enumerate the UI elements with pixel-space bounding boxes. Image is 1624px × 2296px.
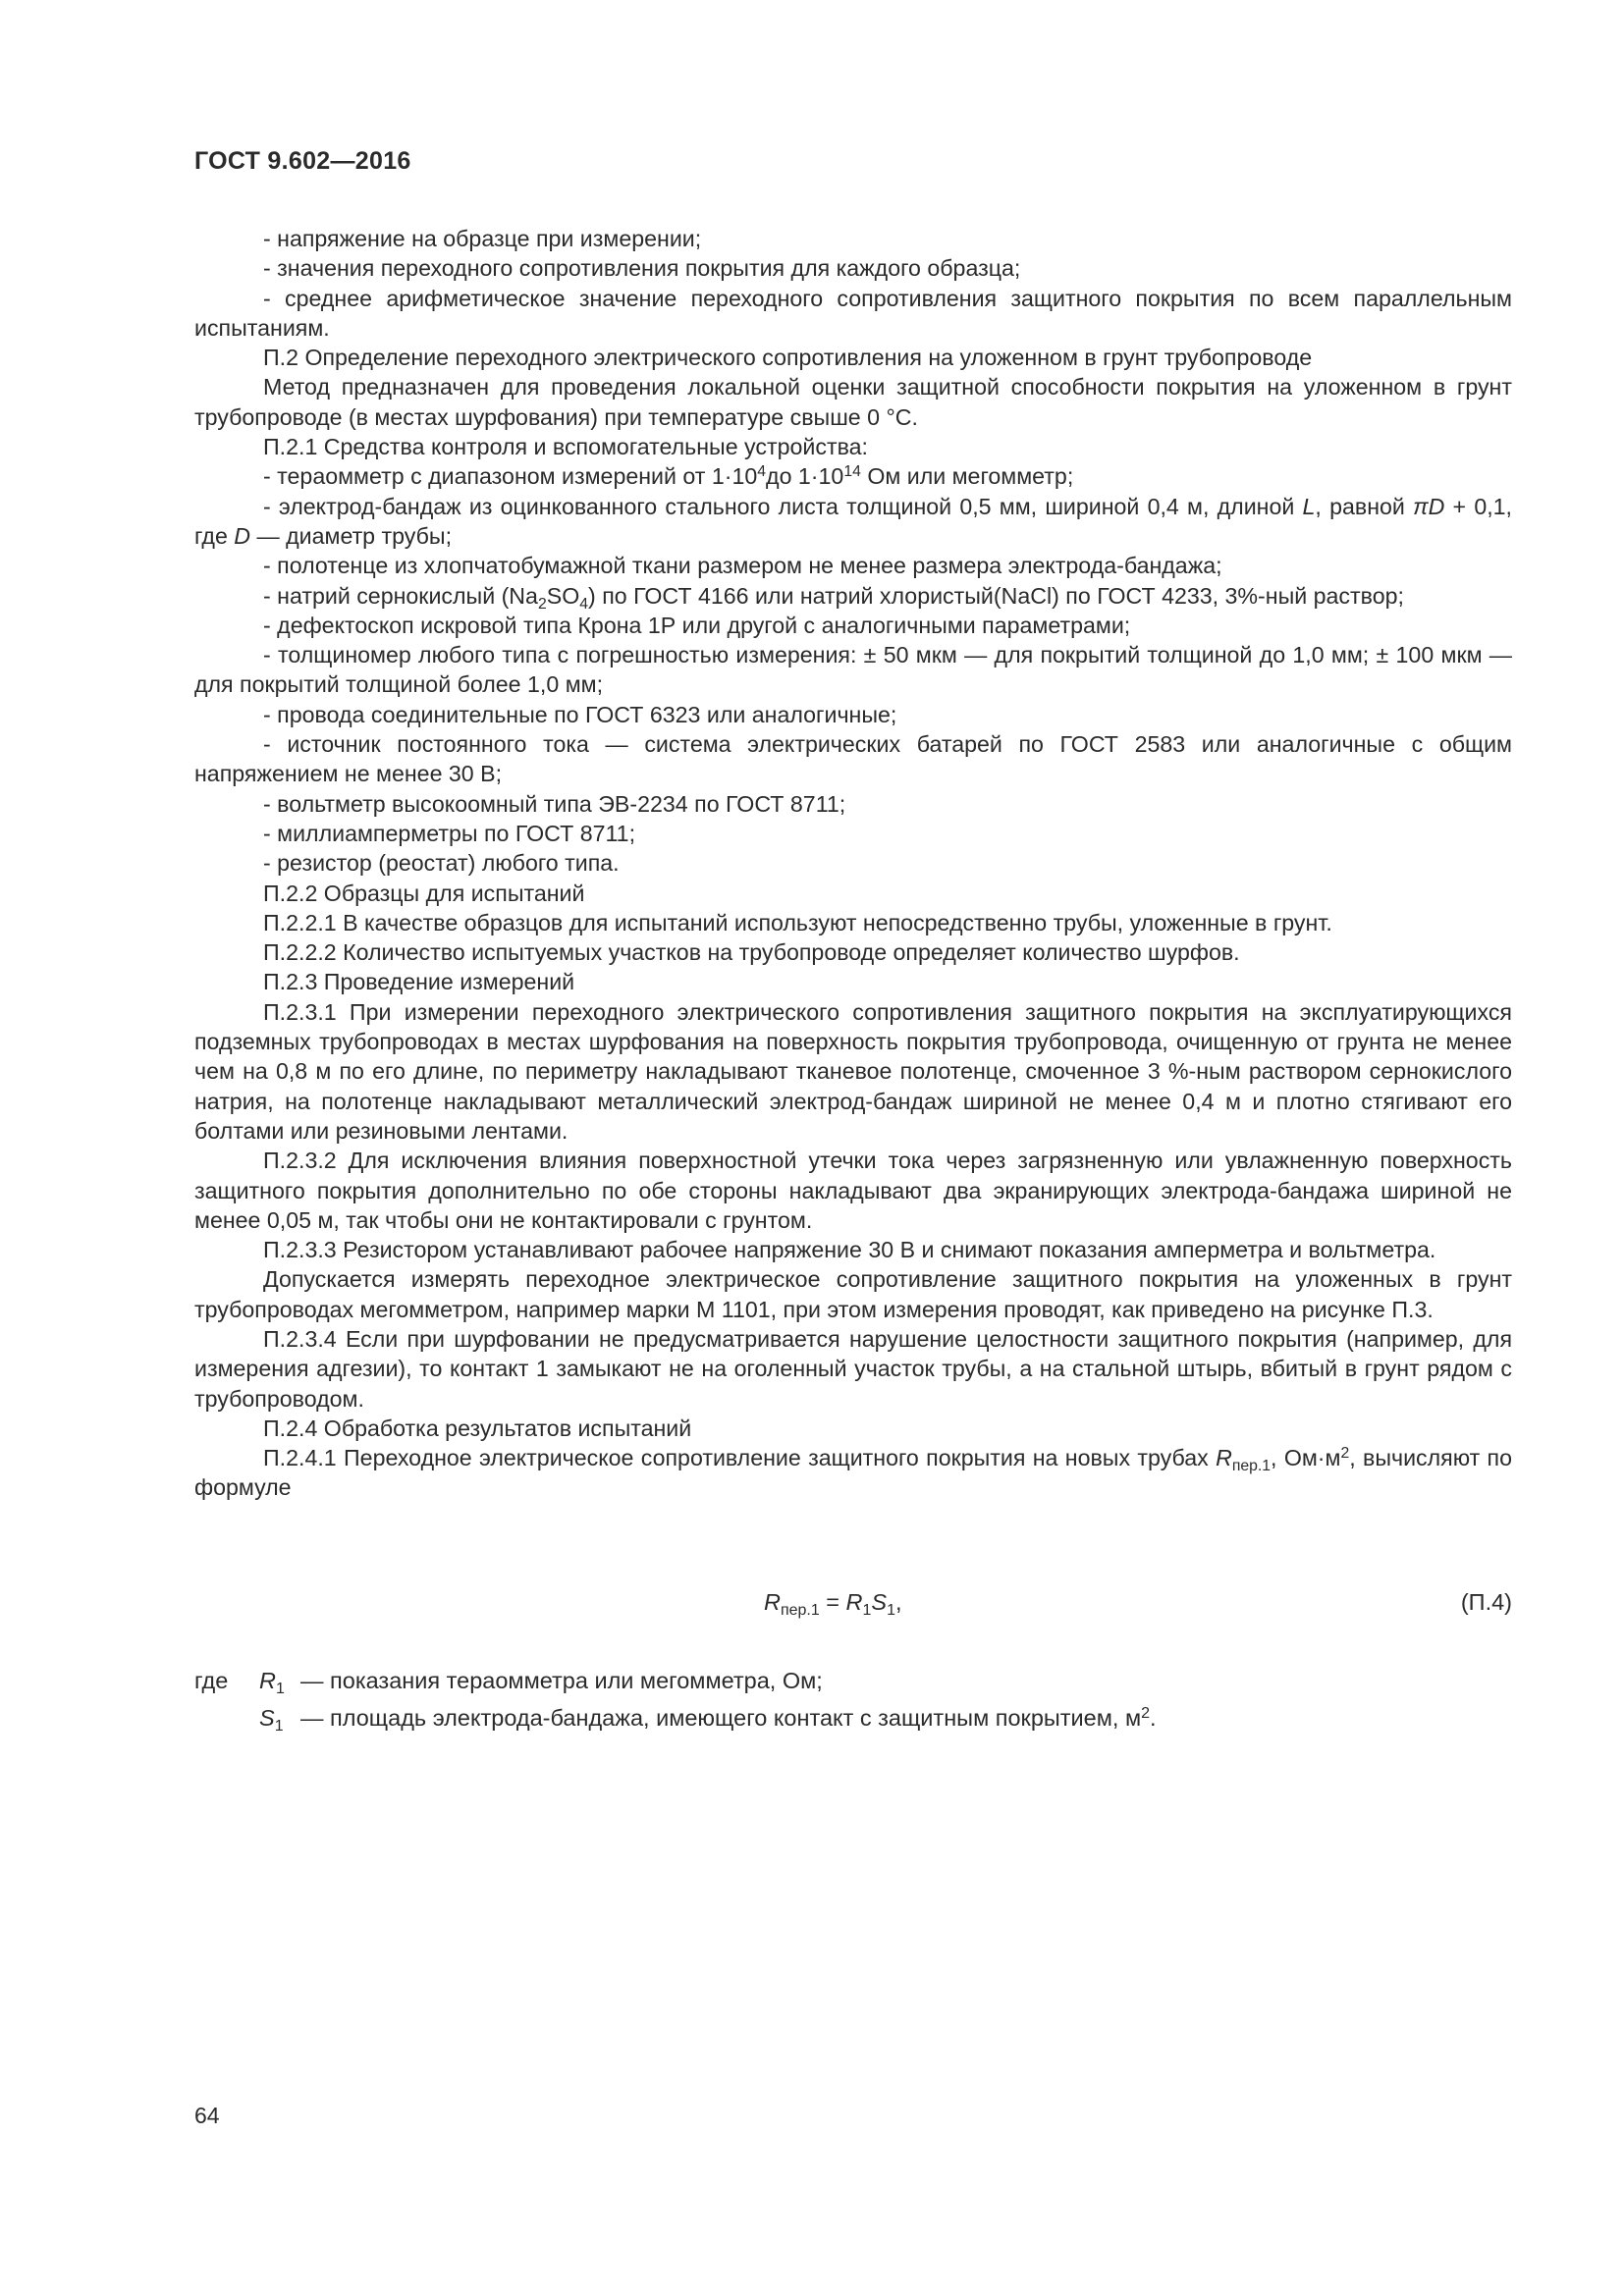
legend-symbol: $S_1$	[259, 1705, 284, 1735]
legend-label: где	[194, 1668, 229, 1693]
list-item: - дефектоскоп искровой типа Крона 1Р или другой с аналогичными параметрами;	[263, 612, 1131, 638]
legend-symbol: $R_1$	[259, 1668, 285, 1698]
list-item: - значения переходного сопротивления покрытия для каждого образца;	[263, 255, 1021, 282]
paragraph: П.2.3.2 Для исключения влияния поверхностной утечки тока через загрязненную или увлажненную поверхность защитного покрытия дополнительно по обе стороны накладывают два экранирующих электрода-бандажа шириной не менее 0,05 м, так чтобы они не контактировали с грунтом.	[194, 1148, 1512, 1233]
formula-number: (П.4)	[1460, 1589, 1512, 1615]
list-item: - электрод-бандаж из оцинкованного стального листа толщиной 0,5 мм, шириной 0,4 м, длиной L, равной πD + 0,1, где D — диаметр трубы;	[194, 493, 1512, 549]
list-item: - источник постоянного тока — система электрических батарей по ГОСТ 2583 или аналогичные с общим напряжением не менее 30 В;	[194, 731, 1512, 787]
section-heading: П.2.2 Образцы для испытаний	[263, 880, 585, 906]
list-item: - полотенце из хлопчатобумажной ткани размером не менее размера электрода-бандажа;	[263, 553, 1222, 579]
list-item: - провода соединительные по ГОСТ 6323 или аналогичные;	[263, 701, 897, 727]
paragraph: П.2.3.4 Если при шурфовании не предусматривается нарушение целостности защитного покрытия (например, для измерения адгезии), то контакт 1 замыкают не на оголенный участок трубы, а на стальной штырь, вбитый в грунт рядом с трубопроводом.	[194, 1325, 1512, 1412]
document-header: ГОСТ 9.602—2016	[194, 147, 411, 175]
section-heading: П.2 Определение переходного электрического сопротивления на уложенном в грунт трубопроводе	[263, 345, 1313, 371]
formula: $R_{пер.1} = R_1S_1$,	[764, 1589, 902, 1620]
section-heading: П.2.1 Средства контроля и вспомогательные устройства:	[263, 434, 868, 460]
list-item: - толщиномер любого типа с погрешностью измерения: ± 50 мкм — для покрытий толщиной до 1,0 мм; ± 100 мкм — для покрытий толщиной более 1,0 мм;	[194, 642, 1512, 698]
paragraph: Допускается измерять переходное электрическое сопротивление защитного покрытия на уложенных в грунт трубопроводах мегомметром, например марки М 1101, при этом измерения проводят, как приведено на рисунке П.3.	[194, 1266, 1512, 1322]
paragraph: П.2.2.2 Количество испытуемых участков на трубопроводе определяет количество шурфов.	[263, 939, 1240, 966]
paragraph: П.2.3.1 При измерении переходного электрического сопротивления защитного покрытия на эксплуатирующихся подземных трубопроводах в местах шурфования на поверхность покрытия трубопровода, очищенную от грунта не менее чем на 0,8 м по его длине, по периметру накладывают тканевое полотенце, смоченное 3 %-ным раствором сернокислого натрия, на полотенце накладывают металлический электрод-бандаж шириной не менее 0,4 м и плотно стягивают его болтами или резиновыми лентами.	[194, 998, 1512, 1144]
list-item: - тераомметр с диапазоном измерений от $1\cdot 10^4до$ $1\cdot 10^{14}$ Ом или мегомметр;	[263, 463, 1074, 490]
document-body	[194, 224, 1512, 1503]
section-heading: П.2.4 Обработка результатов испытаний	[263, 1415, 692, 1441]
list-item: - вольтметр высокоомный типа ЭВ-2234 по ГОСТ 8711;	[263, 790, 846, 817]
legend-definition: — показания тераомметра или мегомметра, Ом;	[300, 1668, 823, 1693]
list-item: - среднее арифметическое значение переходного сопротивления защитного покрытия по всем параллельным испытаниям.	[194, 285, 1512, 341]
list-item: - миллиамперметры по ГОСТ 8711;	[263, 820, 636, 846]
list-item: - натрий сернокислый $(Na_2SO_4)$ по ГОСТ 4166 или натрий хлористый(NaCl) по ГОСТ 4233, 3%-ный раствор;	[263, 582, 1404, 613]
paragraph: Метод предназначен для проведения локальной оценки защитной способности покрытия на уложенном в грунт трубопроводе (в местах шурфования) при температуре свыше 0 °С.	[194, 374, 1512, 430]
page-number: 64	[194, 2103, 220, 2128]
list-item: - напряжение на образце при измерении;	[263, 226, 702, 251]
list-item: - резистор (реостат) любого типа.	[263, 850, 620, 877]
paragraph: П.2.4.1 Переходное электрическое сопротивление защитного покрытия на новых трубах $R_{пер.1}$, $Ом\cdot м^2$, вычисляют по формуле	[194, 1445, 1512, 1501]
paragraph: П.2.3.3 Резистором устанавливают рабочее напряжение 30 В и снимают показания амперметра и вольтметра.	[263, 1237, 1436, 1263]
paragraph: П.2.2.1 В качестве образцов для испытаний используют непосредственно трубы, уложенные в грунт.	[263, 909, 1332, 935]
legend-definition: — площадь электрода-бандажа, имеющего контакт с защитным покрытием, $м^2$.	[300, 1705, 1157, 1731]
formula-row	[194, 1589, 1512, 1629]
section-heading: П.2.3 Проведение измерений	[263, 969, 575, 995]
